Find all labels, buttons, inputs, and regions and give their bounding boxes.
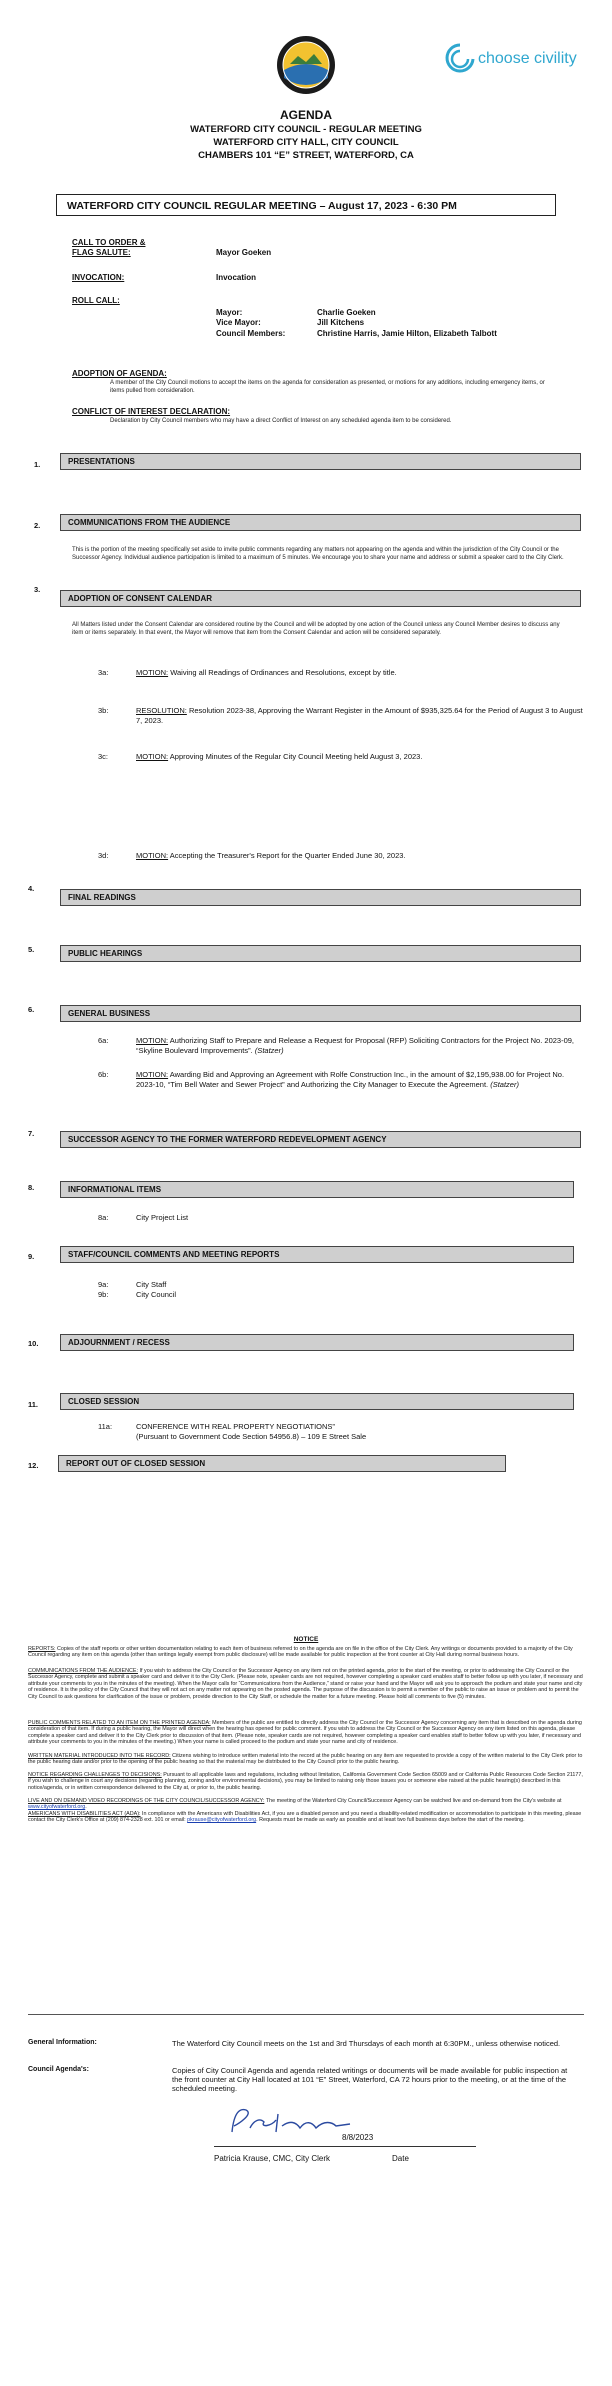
date-label: Date — [392, 2154, 409, 2163]
section-informational-items: INFORMATIONAL ITEMS — [60, 1181, 574, 1198]
section-1-number: 1. — [34, 460, 41, 469]
item-8a[interactable]: City Project List — [136, 1213, 189, 1222]
call-to-order-value: Mayor Goeken — [216, 248, 272, 257]
notice-live-video: LIVE AND ON DEMAND VIDEO RECORDINGS OF THE CITY COUNCIL/SUCCESSOR AGENCY: The meeting of the Waterford City Council/Successor Agency can be watched live and on-demand from the City's website at www.cityofwaterford.org. — [28, 1798, 562, 1811]
signature-line — [214, 2146, 476, 2147]
item-9b-code: 9b: — [98, 1290, 109, 1299]
city-website-link[interactable]: www.cityofwaterford.org — [28, 1804, 86, 1811]
section-final-readings: FINAL READINGS — [60, 889, 581, 906]
notice-ada: AMERICANS WITH DISABILITIES ACT (ADA): In compliance with the Americans with Disabilities Act, if you are a disabled person and you need a disability-related modification or accommodation to participate in this meeting, please contact the City Clerk's Office at (209) 874-2328 ext. 101 or email: pkrause@cityofwaterford.org. Requests must be made as early as possible and at least two full business days before the start of the meeting. — [28, 1811, 582, 1824]
item-6a[interactable]: MOTION: Authorizing Staff to Prepare and Release a Request for Proposal (RFP) Soliciting Contractors for the Project No. 2023-09, “Skyline Boulevard Improvements”. (Statzer) — [136, 1036, 575, 1055]
item-11a-line-2: (Pursuant to Government Code Section 54956.8) – 109 E Street Sale — [136, 1432, 367, 1441]
divider — [28, 2014, 584, 2015]
item-11a-line-1[interactable]: CONFERENCE WITH REAL PROPERTY NEGOTIATIONS” — [136, 1422, 335, 1431]
signature-date: 8/8/2023 — [342, 2133, 374, 2142]
consent-calendar-text: All Matters listed under the Consent Calendar are considered routine by the Council and will be adopted by one action of the Council unless any Council Member desires to discuss any item or items separately. In that event, the Mayor will remove that item from the Consent Calendar and action will be considered separately. — [72, 622, 560, 636]
adoption-of-agenda-label: ADOPTION OF AGENDA: — [72, 369, 167, 378]
section-11-number: 11. — [28, 1400, 39, 1409]
section-public-hearings: PUBLIC HEARINGS — [60, 945, 581, 962]
invocation-label: INVOCATION: — [72, 273, 125, 282]
section-4-number: 4. — [28, 884, 35, 893]
adoption-of-agenda-text: A member of the City Council motions to accept the items on the agenda for consideration as presented, or motions for any additions, including emergency items, or items pulled from consideration. — [110, 380, 545, 394]
section-report-out: REPORT OUT OF CLOSED SESSION — [58, 1455, 506, 1472]
vice-mayor-label: Vice Mayor: — [216, 318, 261, 327]
section-staff-council-comments: STAFF/COUNCIL COMMENTS AND MEETING REPORTS — [60, 1246, 574, 1263]
section-consent-calendar: ADOPTION OF CONSENT CALENDAR — [60, 590, 581, 607]
general-information-text: The Waterford City Council meets on the 1st and 3rd Thursdays of each month at 6:30PM., unless otherwise noticed. — [172, 2039, 561, 2048]
section-9-number: 9. — [28, 1252, 35, 1261]
section-3-number: 3. — [34, 585, 41, 594]
item-9a-code: 9a: — [98, 1280, 109, 1289]
council-members-label: Council Members: — [216, 329, 286, 338]
item-6a-code: 6a: — [98, 1036, 109, 1045]
section-adjournment: ADJOURNMENT / RECESS — [60, 1334, 574, 1351]
item-6b-code: 6b: — [98, 1070, 109, 1079]
section-6-number: 6. — [28, 1005, 35, 1014]
item-9b[interactable]: City Council — [136, 1290, 177, 1299]
agenda-title: AGENDA — [279, 108, 332, 122]
council-agendas-label: Council Agenda's: — [28, 2066, 89, 2073]
call-to-order-label: CALL TO ORDER & — [72, 238, 146, 247]
conflict-of-interest-text: Declaration by City Council members who may have a direct Conflict of Interest on any scheduled agenda item to be considered. — [110, 418, 452, 424]
item-11a-code: 11a: — [98, 1422, 113, 1431]
section-presentations: PRESENTATIONS — [60, 453, 581, 470]
notice-written-material: WRITTEN MATERIAL INTRODUCED INTO THE RECORD: Citizens wishing to introduce written material into the record at the public hearing on any item are requested to provide a copy of the written material to the City Clerk prior to the public hearing date and/or prior to the opening of the public hearing so that the material may be distributed to the City Council prior to the public hearing. — [28, 1753, 583, 1766]
communications-text: This is the portion of the meeting specifically set aside to invite public comments regarding any matters not appearing on the agenda and within the jurisdiction of the City Council or the Successor Agency. Individual audience participation is limited to a maximum of 5 minutes. We encourage you to share your name and address or submit a speaker card to the City Clerk. — [72, 547, 564, 561]
mayor-label: Mayor: — [216, 308, 243, 317]
notice-title: NOTICE — [293, 1636, 319, 1643]
section-5-number: 5. — [28, 945, 35, 954]
general-information-label: General Information: — [28, 2039, 97, 2046]
item-3d[interactable]: MOTION: Accepting the Treasurer's Report for the Quarter Ended June 30, 2023. — [136, 851, 406, 860]
item-8a-code: 8a: — [98, 1213, 109, 1222]
notice-challenges: NOTICE REGARDING CHALLENGES TO DECISIONS: Pursuant to all applicable laws and regulations, including without limitation, California Government Code Section 65009 and or California Public Resources Code Section 21177, if you wish to challenge in court any decisions (regarding planning, zoning and/or environmental decisions), you may be limited to raising only those issues you or someone else raised at the public hearing(s) described in this notice/agenda, or in written correspondence delivered to the City at, or prior to, the public hearing. — [28, 1772, 583, 1791]
section-10-number: 10. — [28, 1339, 39, 1348]
notice-reports: REPORTS: Copies of the staff reports or other written documentation relating to each item of business referred to on the agenda are on file in the office of the City Clerk. Any writings or documents provided to a majority of the City Council regarding any item on this agenda (other than writings legally exempt from public disclosure) will be made available for public inspection at the front counter at City Hall during normal business hours. — [28, 1646, 573, 1659]
section-12-number: 12. — [28, 1461, 39, 1470]
item-3c[interactable]: MOTION: Approving Minutes of the Regular City Council Meeting held August 3, 2023. — [136, 752, 423, 761]
council-agendas-text: Copies of City Council Agenda and agenda related writings or documents will be made available for public inspection at the front counter at City Hall located at 101 “E” Street, Waterford, CA 72 hours prior to the meeting, or at the time of the scheduled meeting. — [172, 2066, 568, 2093]
section-2-number: 2. — [34, 521, 41, 530]
clerk-name: Patricia Krause, CMC, City Clerk — [214, 2154, 331, 2163]
item-3a-code: 3a: — [98, 668, 109, 677]
notice-public-comments: PUBLIC COMMENTS RELATED TO AN ITEM ON THE PRINTED AGENDA: Members of the public are entitled to directly address the City Council or the Successor Agency concerning any item that is described on the agenda during consideration of that item. If during a public hearing, the Mayor will direct when the hearing has opened for public comment. If you wish to address the City Council or the Successor Agency on any item listed on this agenda, please complete a speaker card and deliver it to the City Clerk prior to discussion of that item. (Please note, speaker cards are not required, however completing a speaker card enables staff to better follow up with you later, if necessary and attribute your comments to you in the minutes of the meeting.) When your name is called proceed to the podium and state your name and city of residence. — [28, 1720, 582, 1746]
roll-call-label: ROLL CALL: — [72, 296, 120, 305]
meeting-title-box: WATERFORD CITY COUNCIL REGULAR MEETING – August 17, 2023 - 6:30 PM — [56, 194, 556, 216]
vice-mayor-name: Jill Kitchens — [317, 318, 365, 327]
item-6b[interactable]: MOTION: Awarding Bid and Approving an Agreement with Rolfe Construction Inc., in the amount of $2,195,938.00 for Project No. 2023-10, “Tim Bell Water and Sewer Project” and Authorizing the City Manager to Execute the Agreement. (Statzer) — [136, 1070, 565, 1089]
section-general-business: GENERAL BUSINESS — [60, 1005, 581, 1022]
section-communications: COMMUNICATIONS FROM THE AUDIENCE — [60, 514, 581, 531]
header-line-1: WATERFORD CITY COUNCIL - REGULAR MEETING — [190, 124, 422, 135]
item-3b-code: 3b: — [98, 706, 109, 715]
flag-salute-label: FLAG SALUTE: — [72, 248, 131, 257]
city-seal-logo — [276, 34, 336, 96]
header-line-2: WATERFORD CITY HALL, CITY COUNCIL — [213, 137, 399, 148]
mayor-name: Charlie Goeken — [317, 308, 376, 317]
conflict-of-interest-label: CONFLICT OF INTEREST DECLARATION: — [72, 407, 231, 416]
item-3c-code: 3c: — [98, 752, 109, 761]
item-9a[interactable]: City Staff — [136, 1280, 167, 1289]
clerk-email-link[interactable]: pkrause@cityofwaterford.org — [187, 1817, 257, 1824]
notice-communications: COMMUNICATIONS FROM THE AUDIENCE: If you wish to address the City Council or the Successor Agency on any item not on the printed agenda, prior to the start of the meeting, or prior to addressing the City Council or the Successor Agency, complete and submit a speaker card and deliver it to the City Clerk. (Please note, speaker cards are not required, however completing a speaker card enables staff to better follow up with you later, if necessary and attribute your comments to you in the minutes of the meeting). When the Mayor calls for “Communications from the Audience,” stand or raise your hand and the Mayor will ask you to approach the podium and state your name and city of residence. It is the policy of the City Council that they will not act on any matter not appearing on the posted agenda. The purpose of the discussion is to permit a member of the public to raise an issue or problem and to permit the City Council to ask questions for clarification of the issue or problem, provide direction to the City Staff, or schedule the matter for a future meeting. Please hold all comments to five (5) minutes. — [28, 1668, 583, 1700]
invocation-value: Invocation — [216, 273, 257, 282]
section-7-number: 7. — [28, 1129, 35, 1138]
section-closed-session: CLOSED SESSION — [60, 1393, 574, 1410]
item-3a[interactable]: MOTION: Waiving all Readings of Ordinances and Resolutions, except by title. — [136, 668, 397, 677]
civility-text: choose civility — [478, 50, 577, 67]
item-3b[interactable]: RESOLUTION: Resolution 2023-38, Approving the Warrant Register in the Amount of $935,325.64 for the Period of August 3 to August 7, 2023. — [136, 706, 583, 725]
section-successor-agency: SUCCESSOR AGENCY TO THE FORMER WATERFORD REDEVELOPMENT AGENCY — [60, 1131, 581, 1148]
item-3d-code: 3d: — [98, 851, 109, 860]
choose-civility-logo — [444, 40, 594, 80]
header-line-3: CHAMBERS 101 “E” STREET, WATERFORD, CA — [198, 150, 414, 161]
council-members-names: Christine Harris, Jamie Hilton, Elizabeth Talbott — [317, 329, 497, 338]
section-8-number: 8. — [28, 1183, 35, 1192]
